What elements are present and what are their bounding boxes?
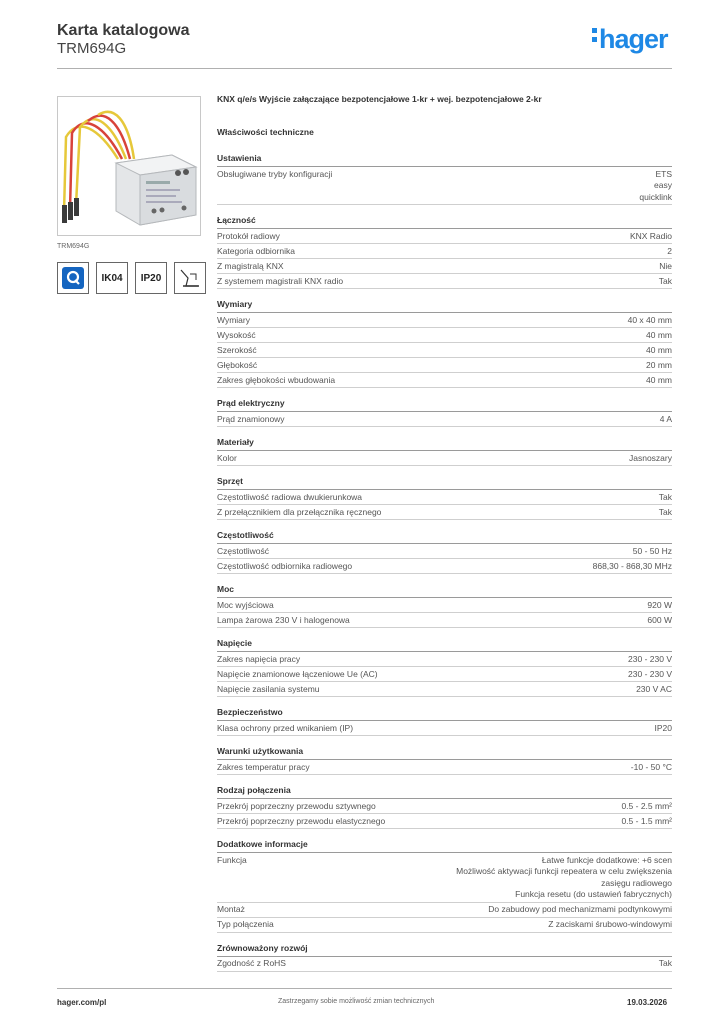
spec-values: [646, 330, 672, 342]
spec-label: Napięcie znamionowe łączeniowe Ue (AC): [217, 668, 378, 679]
spec-row: [217, 343, 672, 358]
section-title: Dodatkowe informacje: [217, 839, 672, 853]
spec-row: [217, 667, 672, 682]
spec-value: ETS: [655, 168, 672, 179]
spec-value: 40 mm: [646, 374, 672, 385]
section-title: Zrównoważony rozwój: [217, 943, 672, 957]
spec-value: KNX Radio: [629, 230, 672, 241]
spec-row: [217, 598, 672, 613]
product-title: KNX q/e/s Wyjście załączające bezpotencjałowe 1-kr + wej. bezpotencjałowe 2-kr: [217, 94, 542, 104]
ik-rating-badge: IK04: [96, 262, 128, 294]
spec-value: 0.5 - 2.5 mm²: [621, 800, 672, 811]
spec-label: Protokół radiowy: [217, 230, 280, 241]
spec-value: 40 mm: [646, 329, 672, 340]
footer-divider: [57, 988, 672, 989]
spec-row: [217, 682, 672, 697]
spec-value: 230 V AC: [636, 683, 672, 694]
spec-row: [217, 721, 672, 736]
spec-values: [646, 345, 672, 357]
spec-section: [217, 476, 672, 520]
spec-row: [217, 167, 672, 205]
spec-value: Nie: [659, 260, 672, 271]
spec-value: IP20: [654, 722, 672, 733]
spec-value: 0.5 - 1.5 mm²: [621, 815, 672, 826]
section-title: Łączność: [217, 215, 672, 229]
spec-row: [217, 559, 672, 574]
spec-value: 868,30 - 868,30 MHz: [592, 560, 672, 571]
product-image-icon: [58, 97, 201, 236]
spec-label: Szerokość: [217, 344, 257, 355]
product-code: TRM694G: [57, 40, 127, 57]
spec-row: [217, 853, 672, 903]
spec-section: [217, 530, 672, 574]
spec-row: [217, 229, 672, 244]
spec-values: [659, 492, 672, 504]
spec-row: [217, 903, 672, 918]
section-title: Wymiary: [217, 299, 672, 313]
spec-row: [217, 505, 672, 520]
spec-label: Przekrój poprzeczny przewodu elastycznego: [217, 815, 386, 826]
spec-row: [217, 814, 672, 829]
spec-section: [217, 943, 672, 972]
spec-values: [628, 315, 672, 327]
spec-values: [593, 561, 672, 573]
spec-value: Tak: [658, 958, 672, 968]
spec-value: Jasnoszary: [629, 452, 672, 463]
spec-values: [659, 261, 672, 273]
spec-values: [646, 360, 672, 372]
certification-badges: [57, 262, 206, 294]
spec-values: [628, 669, 672, 681]
spec-value: Tak: [658, 275, 672, 286]
spec-label: Napięcie zasilania systemu: [217, 683, 320, 694]
specification-content: [217, 94, 672, 982]
spec-label: Klasa ochrony przed wnikaniem (IP): [217, 722, 354, 733]
spec-label: Z systemem magistrali KNX radio: [217, 275, 344, 286]
spec-values: [630, 231, 672, 243]
spec-values: [633, 546, 672, 558]
footer-disclaimer: Zastrzegamy sobie możliwość zmian technicznych: [278, 998, 435, 1005]
product-photo: [57, 96, 201, 236]
spec-values: [659, 276, 672, 288]
spec-value: zasięgu radiowego: [601, 877, 672, 888]
spec-value: quicklink: [639, 191, 672, 202]
spec-label: Wymiary: [217, 314, 250, 325]
spec-value: Łatwe funkcje dodatkowe: +6 scen: [541, 854, 672, 865]
spec-label: Przekrój poprzeczny przewodu sztywnego: [217, 800, 376, 811]
spec-section: [217, 153, 672, 205]
spec-label: Z przełącznikiem dla przełącznika ręcznego: [217, 506, 382, 517]
spec-value: 230 - 230 V: [628, 653, 672, 664]
spec-row: [217, 799, 672, 814]
spec-values: [647, 615, 672, 627]
spec-value: 40 mm: [646, 344, 672, 355]
spec-label: Montaż: [217, 904, 245, 914]
spec-section: [217, 215, 672, 289]
spec-label: Moc wyjściowa: [217, 599, 274, 610]
spec-value: 50 - 50 Hz: [632, 545, 672, 556]
spec-values: [647, 600, 672, 612]
hager-logo: [592, 26, 668, 53]
spec-section: [217, 437, 672, 466]
spec-values: [456, 855, 672, 901]
spec-row: [217, 957, 672, 972]
spec-label: Funkcja: [217, 854, 247, 865]
spec-values: [660, 414, 672, 426]
section-title: Sprzęt: [217, 476, 672, 490]
spec-section: [217, 707, 672, 736]
spec-value: -10 - 50 °C: [630, 761, 672, 772]
section-title: Ustawienia: [217, 153, 672, 167]
spec-label: Lampa żarowa 230 V i halogenowa: [217, 614, 350, 625]
spec-values: [631, 762, 672, 774]
spec-row: [217, 490, 672, 505]
spec-values: [659, 958, 672, 970]
spec-value: 2: [667, 245, 672, 256]
spec-values: [628, 654, 672, 666]
spec-value: Do zabudowy pod mechanizmami podtynkowymi: [488, 904, 672, 914]
section-title: Materiały: [217, 437, 672, 451]
spec-values: [621, 801, 672, 813]
footer-date: 19.03.2026: [627, 998, 668, 1007]
spec-row: [217, 613, 672, 628]
photo-caption: TRM694G: [57, 243, 90, 250]
spec-section: [217, 398, 672, 427]
spec-row: [217, 328, 672, 343]
spec-label: Kolor: [217, 452, 237, 463]
spec-value: 600 W: [647, 614, 672, 625]
spec-row: [217, 358, 672, 373]
spec-section: [217, 638, 672, 697]
spec-label: Obsługiwane tryby konfiguracji: [217, 168, 333, 179]
spec-section: [217, 746, 672, 775]
technical-properties-heading: Właściwości techniczne: [217, 127, 314, 137]
section-title: Rodzaj połączenia: [217, 785, 672, 799]
spec-values: [639, 169, 672, 204]
document-title: Karta katalogowa: [57, 22, 190, 39]
spec-value: Tak: [658, 491, 672, 502]
spec-row: [217, 259, 672, 274]
spec-values: [636, 684, 672, 696]
section-title: Prąd elektryczny: [217, 398, 672, 412]
spec-row: [217, 274, 672, 289]
spec-label: Z magistralą KNX: [217, 260, 284, 271]
section-title: Warunki użytkowania: [217, 746, 672, 760]
spec-label: Kategoria odbiornika: [217, 245, 295, 256]
spec-label: Prąd znamionowy: [217, 413, 285, 424]
spec-label: Zgodność z RoHS: [217, 958, 286, 968]
section-title: Bezpieczeństwo: [217, 707, 672, 721]
spec-values: [548, 919, 672, 931]
spec-section: [217, 785, 672, 829]
spec-row: [217, 412, 672, 427]
footer-website: hager.com/pl: [57, 998, 107, 1007]
spec-sections: [217, 153, 672, 972]
spec-value: 230 - 230 V: [628, 668, 672, 679]
spec-row: [217, 760, 672, 775]
spec-label: Zakres głębokości wbudowania: [217, 374, 336, 385]
spec-values: [621, 816, 672, 828]
spec-label: Częstotliwość: [217, 545, 269, 556]
spec-label: Częstotliwość odbiornika radiowego: [217, 560, 353, 571]
spec-label: Zakres napięcia pracy: [217, 653, 301, 664]
spec-section: [217, 299, 672, 388]
section-title: Moc: [217, 584, 672, 598]
spec-values: [629, 453, 672, 465]
spec-value: 40 x 40 mm: [627, 314, 672, 325]
logo-text: hager: [599, 24, 668, 54]
spec-label: Typ połączenia: [217, 919, 274, 929]
spec-row: [217, 451, 672, 466]
logo-colon-icon: [592, 24, 597, 46]
spec-row: [217, 544, 672, 559]
quality-q-icon: [57, 262, 89, 294]
spec-label: Częstotliwość radiowa dwukierunkowa: [217, 491, 363, 502]
spec-value: Tak: [658, 506, 672, 517]
spec-value: Funkcja resetu (do ustawień fabrycznych): [515, 889, 672, 899]
spec-row: [217, 313, 672, 328]
spec-section: [217, 839, 672, 933]
spec-row: [217, 373, 672, 388]
spec-row: [217, 652, 672, 667]
spec-label: Zakres temperatur pracy: [217, 761, 310, 772]
spec-values: [646, 375, 672, 387]
spec-value: easy: [654, 180, 672, 190]
section-title: Częstotliwość: [217, 530, 672, 544]
spec-values: [655, 723, 673, 735]
spec-value: 20 mm: [646, 359, 672, 370]
hand-install-icon: [174, 262, 206, 294]
spec-section: [217, 584, 672, 628]
spec-value: Z zaciskami śrubowo-windowymi: [548, 919, 672, 929]
spec-values: [659, 507, 672, 519]
spec-row: [217, 918, 672, 933]
spec-value: Możliwość aktywacji funkcji repeatera w celu zwiększenia: [456, 866, 672, 876]
spec-label: Głębokość: [217, 359, 258, 370]
ip-rating-badge: IP20: [135, 262, 167, 294]
spec-value: 4 A: [659, 413, 672, 424]
spec-values: [488, 904, 672, 916]
spec-value: 920 W: [647, 599, 672, 610]
spec-row: [217, 244, 672, 259]
section-title: Napięcie: [217, 638, 672, 652]
header-divider: [57, 68, 672, 69]
spec-values: [667, 246, 672, 258]
spec-label: Wysokość: [217, 329, 256, 340]
